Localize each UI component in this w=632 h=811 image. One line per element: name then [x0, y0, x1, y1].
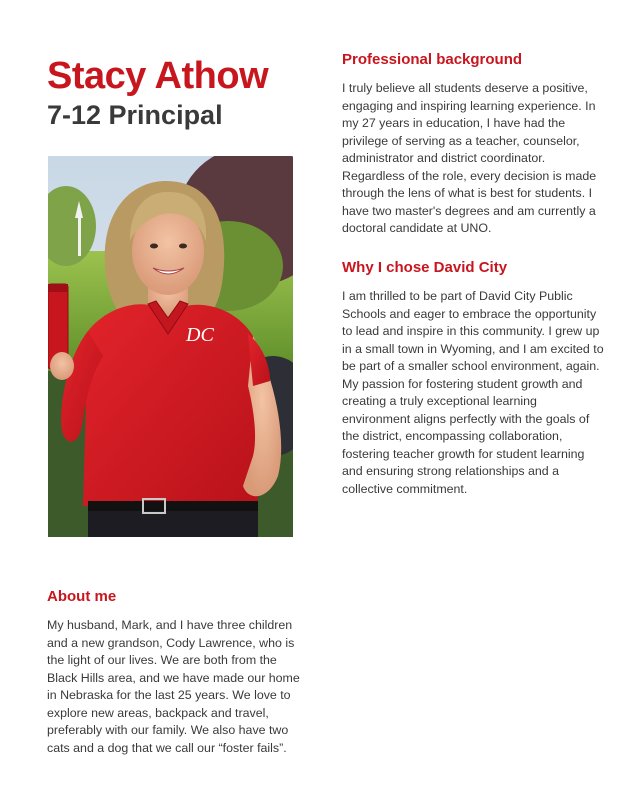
steeple — [78, 216, 81, 256]
shirt-logo: DC — [186, 324, 214, 346]
person-role: 7-12 Principal — [47, 100, 223, 130]
professional-background-text: I truly believe all students deserve a positive, engaging and inspiring learning experience. In my 27 years in education, I have had the privilege of serving as a teacher, counselor, administrator and district coordinator. Regardless of the role, every decision is made through the lens of what is best for students. I have two master's degrees and am currently a doctoral candidate at UNO. — [342, 81, 597, 235]
portrait-illustration — [48, 156, 293, 537]
professional-background-heading: Professional background — [342, 51, 523, 68]
why-david-city-heading: Why I chose David City — [342, 259, 508, 276]
about-me-heading: About me — [47, 588, 117, 605]
portrait-photo — [48, 156, 293, 537]
person-name: Stacy Athow — [47, 55, 269, 97]
why-david-city-text: I am thrilled to be part of David City Public Schools and eager to embrace the opportunity to lead and inspire in this community. I grew up in a small town in Wyoming, and I am excited to be part of a smaller school environment, again. My passion for fostering student growth and creating a truly exceptional learning environment aligns perfectly with the goals of the district, encompassing collaboration, fostering teacher growth for student learning and ensuring strong relationships and a collective commitment. — [342, 289, 604, 496]
about-me-text: My husband, Mark, and I have three children and a new grandson, Cody Lawrence, who is the light of our lives. We are both from the Black Hills area, and we have made our home in Nebraska for the last 25 years. We love to explore new areas, backpack and travel, preferably with our family. We also have two cats and a dog that we call our “foster fails”. — [47, 618, 300, 755]
red-shirt — [83, 304, 258, 506]
